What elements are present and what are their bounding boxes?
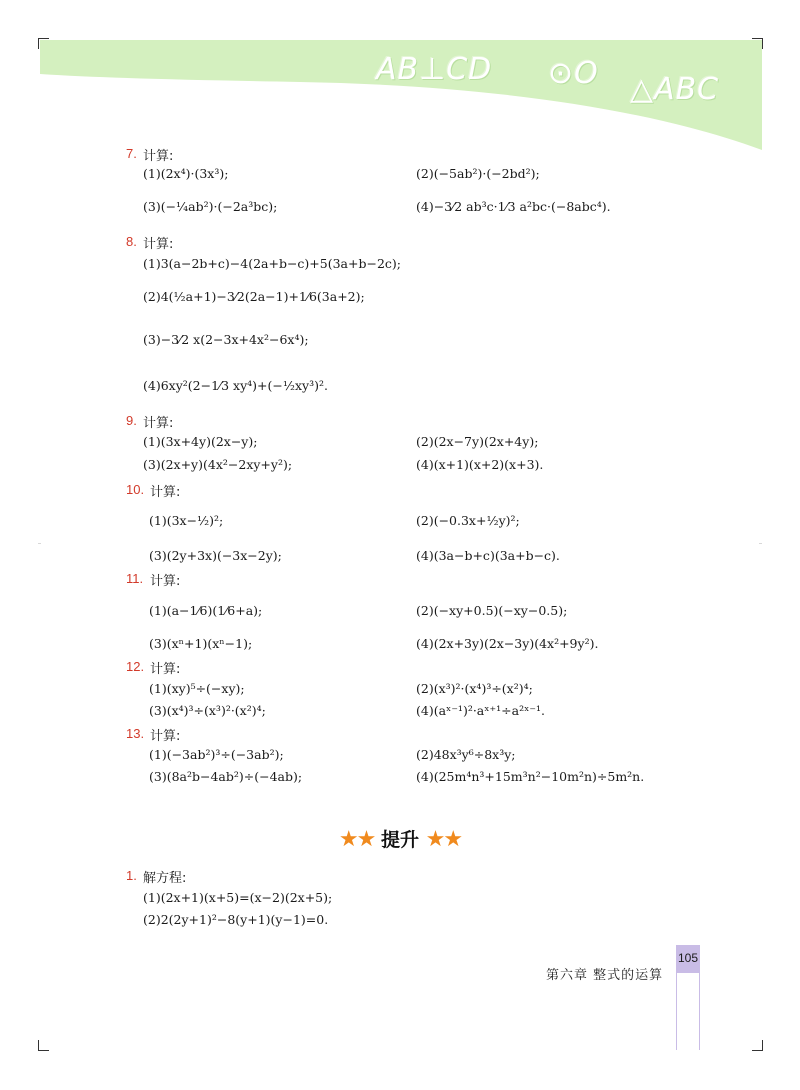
exercise-13-item-2: (2)48x³y⁶÷8x³y;	[416, 747, 516, 762]
exercise-7-item-4: (4)−3⁄2 ab³c·1⁄3 a²bc·(−8abc⁴).	[416, 199, 611, 214]
exercise-8-title: 计算:	[143, 237, 174, 252]
exercise-8-item-1: (1)3(a−2b+c)−4(2a+b−c)+5(3a+b−2c);	[143, 256, 402, 271]
exercise-11-title: 计算:	[150, 574, 181, 589]
exercise-13-item-1: (1)(−3ab²)³÷(−3ab²);	[149, 747, 284, 762]
section-title: 提升	[380, 829, 419, 851]
exercise-11-item-4: (4)(2x+3y)(2x−3y)(4x²+9y²).	[416, 636, 599, 651]
exercise-9-item-3: (3)(2x+y)(4x²−2xy+y²);	[143, 457, 293, 472]
exercise-8-item-2: (2)4(½a+1)−3⁄2(2a−1)+1⁄6(3a+2);	[143, 289, 365, 304]
exercise-9-title: 计算:	[143, 416, 174, 431]
star-icon-left: ★★	[338, 827, 375, 852]
exercise-8-item-3: (3)−3⁄2 x(2−3x+4x²−6x⁴);	[143, 332, 309, 347]
advanced-exercise-1-title: 解方程:	[143, 871, 187, 886]
advanced-exercise-1-item-2: (2)2(2y+1)²−8(y+1)(y−1)=0.	[143, 912, 329, 927]
exercise-12-item-4: (4)(aˣ⁻¹)²·aˣ⁺¹÷a²ˣ⁻¹.	[416, 703, 545, 718]
exercise-7-item-2: (2)(−5ab²)·(−2bd²);	[416, 166, 540, 181]
exercise-11-number: 11.	[126, 571, 144, 586]
exercise-13-item-4: (4)(25m⁴n³+15m³n²−10m²n)÷5m²n.	[416, 769, 645, 784]
exercise-10-item-3: (3)(2y+3x)(−3x−2y);	[149, 548, 282, 563]
banner-symbol-triangle: △ABC	[630, 72, 720, 107]
exercise-11-item-1: (1)(a−1⁄6)(1⁄6+a);	[149, 603, 263, 618]
crop-mark-bottom-right	[752, 1040, 763, 1051]
exercise-10-item-1: (1)(3x−½)²;	[149, 513, 224, 528]
exercise-13-number: 13.	[126, 726, 145, 741]
exercise-9-item-2: (2)(2x−7y)(2x+4y);	[416, 434, 539, 449]
exercise-9-item-1: (1)(3x+4y)(2x−y);	[143, 434, 258, 449]
exercise-13-item-3: (3)(8a²b−4ab²)÷(−4ab);	[149, 769, 303, 784]
section-heading-advanced	[0, 825, 800, 852]
exercise-10-item-2: (2)(−0.3x+½y)²;	[416, 513, 520, 528]
banner-symbol-perpendicular: AB⊥CD	[376, 52, 493, 87]
exercise-7-number: 7.	[126, 146, 137, 161]
exercise-9-number: 9.	[126, 413, 137, 428]
exercise-7-item-3: (3)(−¼ab²)·(−2a³bc);	[143, 199, 278, 214]
exercise-12-item-3: (3)(x⁴)³÷(x³)²·(x²)⁴;	[149, 703, 266, 718]
advanced-exercise-1-item-1: (1)(2x+1)(x+5)=(x−2)(2x+5);	[143, 890, 333, 905]
exercise-8-number: 8.	[126, 234, 137, 249]
exercise-10-number: 10.	[126, 482, 145, 497]
exercise-10-item-4: (4)(3a−b+c)(3a+b−c).	[416, 548, 560, 563]
banner-symbol-circle: ⊙O	[548, 56, 599, 91]
exercise-9-item-4: (4)(x+1)(x+2)(x+3).	[416, 457, 544, 472]
crop-mark-bottom-left	[38, 1040, 49, 1051]
chapter-footer: 第六章 整式的运算	[546, 968, 664, 983]
exercise-12-item-1: (1)(xy)⁵÷(−xy);	[149, 681, 245, 696]
exercise-12-item-2: (2)(x³)²·(x⁴)³÷(x²)⁴;	[416, 681, 533, 696]
star-icon-right: ★★	[425, 827, 462, 852]
exercise-11-item-3: (3)(xⁿ+1)(xⁿ−1);	[149, 636, 253, 651]
margin-tick-left	[38, 543, 41, 544]
exercise-11-item-2: (2)(−xy+0.5)(−xy−0.5);	[416, 603, 568, 618]
exercise-13-title: 计算:	[150, 729, 181, 744]
exercise-8-item-4: (4)6xy²(2−1⁄3 xy⁴)+(−½xy³)².	[143, 378, 328, 393]
exercise-7-item-1: (1)(2x⁴)·(3x³);	[143, 166, 229, 181]
exercise-7-title: 计算:	[143, 149, 174, 164]
exercise-12-number: 12.	[126, 659, 145, 674]
margin-tick-right	[759, 543, 762, 544]
exercise-10-title: 计算:	[150, 485, 181, 500]
advanced-exercise-1-number: 1.	[126, 868, 137, 883]
exercise-12-title: 计算:	[150, 662, 181, 677]
page-number: 105	[677, 951, 699, 965]
